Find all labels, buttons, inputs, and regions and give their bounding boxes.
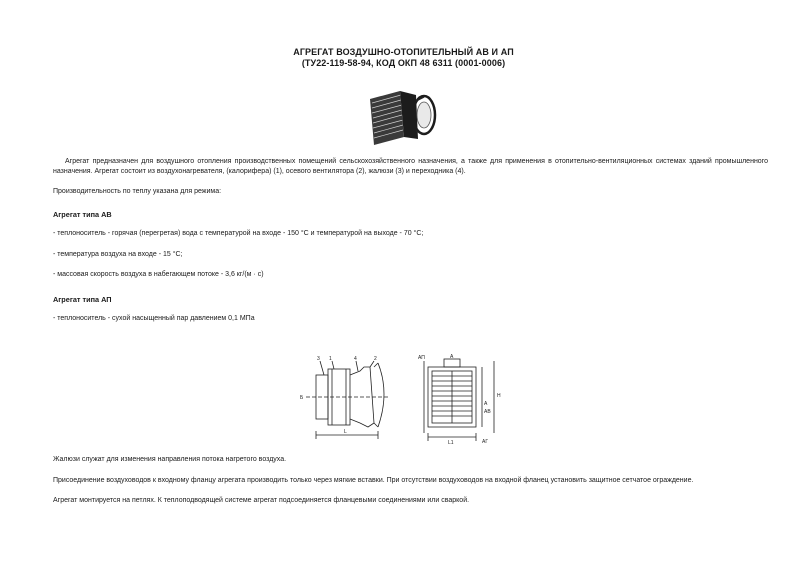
capacity-note: Производительность по теплу указана для режима:: [53, 188, 222, 195]
callout-2: 2: [374, 356, 377, 362]
ap-heading: Агрегат типа АП: [53, 295, 112, 304]
av-heading: Агрегат типа АВ: [53, 210, 112, 219]
av-item-air-temp: - температура воздуха на входе - 15 °С;: [53, 251, 183, 258]
page-title: АГРЕГАТ ВОЗДУШНО-ОТОПИТЕЛЬНЫЙ АВ И АП: [293, 47, 514, 57]
shutters-note: Жалюзи служат для изменения направления потока нагретого воздуха.: [53, 456, 287, 463]
ap-item-coolant: - теплоноситель - сухой насыщенный пар давлением 0,1 МПа: [53, 315, 255, 322]
intro-paragraph: Агрегат предназначен для воздушного отопления производственных помещений сельскохозяйственного назначения, а также для применения в отопительно-вентиляционных системах зданий промышленного назначения. Агрегат состоит из воздухонагревателя, (калорифера) (1), осевого вентилятора (2), жалюзи (3) и переходника (4).: [53, 158, 768, 175]
label-ag: АГ: [482, 439, 489, 445]
label-ap: АП: [418, 355, 425, 361]
callout-3: 3: [317, 356, 320, 362]
technical-drawing: [298, 353, 522, 446]
mounting-note: Агрегат монтируется на петлях. К теплоподводящей системе агрегат подсоединяется фланцевыми соединениями или сваркой.: [53, 497, 470, 504]
label-l: L: [344, 429, 347, 435]
av-item-air-speed: - массовая скорость воздуха в набегающем потоке - 3,6 кг/(м · с): [53, 271, 264, 278]
av-item-coolant: - теплоноситель - горячая (перегретая) вода с температурой на входе - 150 °С и температурой на выходе - 70 °С;: [53, 230, 424, 237]
page-subtitle: (ТУ22-119-58-94, КОД ОКП 48 6311 (0001-0006): [301, 58, 506, 68]
label-h: Н: [497, 393, 501, 399]
label-a-top: А: [450, 354, 454, 360]
connection-note: Присоединение воздуховодов к входному фланцу агрегата производить только через мягкие вставки. При отсутствии воздуховодов на входной фланец установить защитное сетчатое ограждение.: [53, 477, 694, 484]
label-av: АВ: [484, 409, 491, 415]
unit-photo: [360, 83, 440, 151]
label-a-side: А: [484, 401, 488, 407]
label-l1: L1: [448, 440, 454, 446]
label-b: Б: [300, 395, 304, 401]
callout-1: 1: [329, 356, 332, 362]
callout-4: 4: [354, 356, 357, 362]
